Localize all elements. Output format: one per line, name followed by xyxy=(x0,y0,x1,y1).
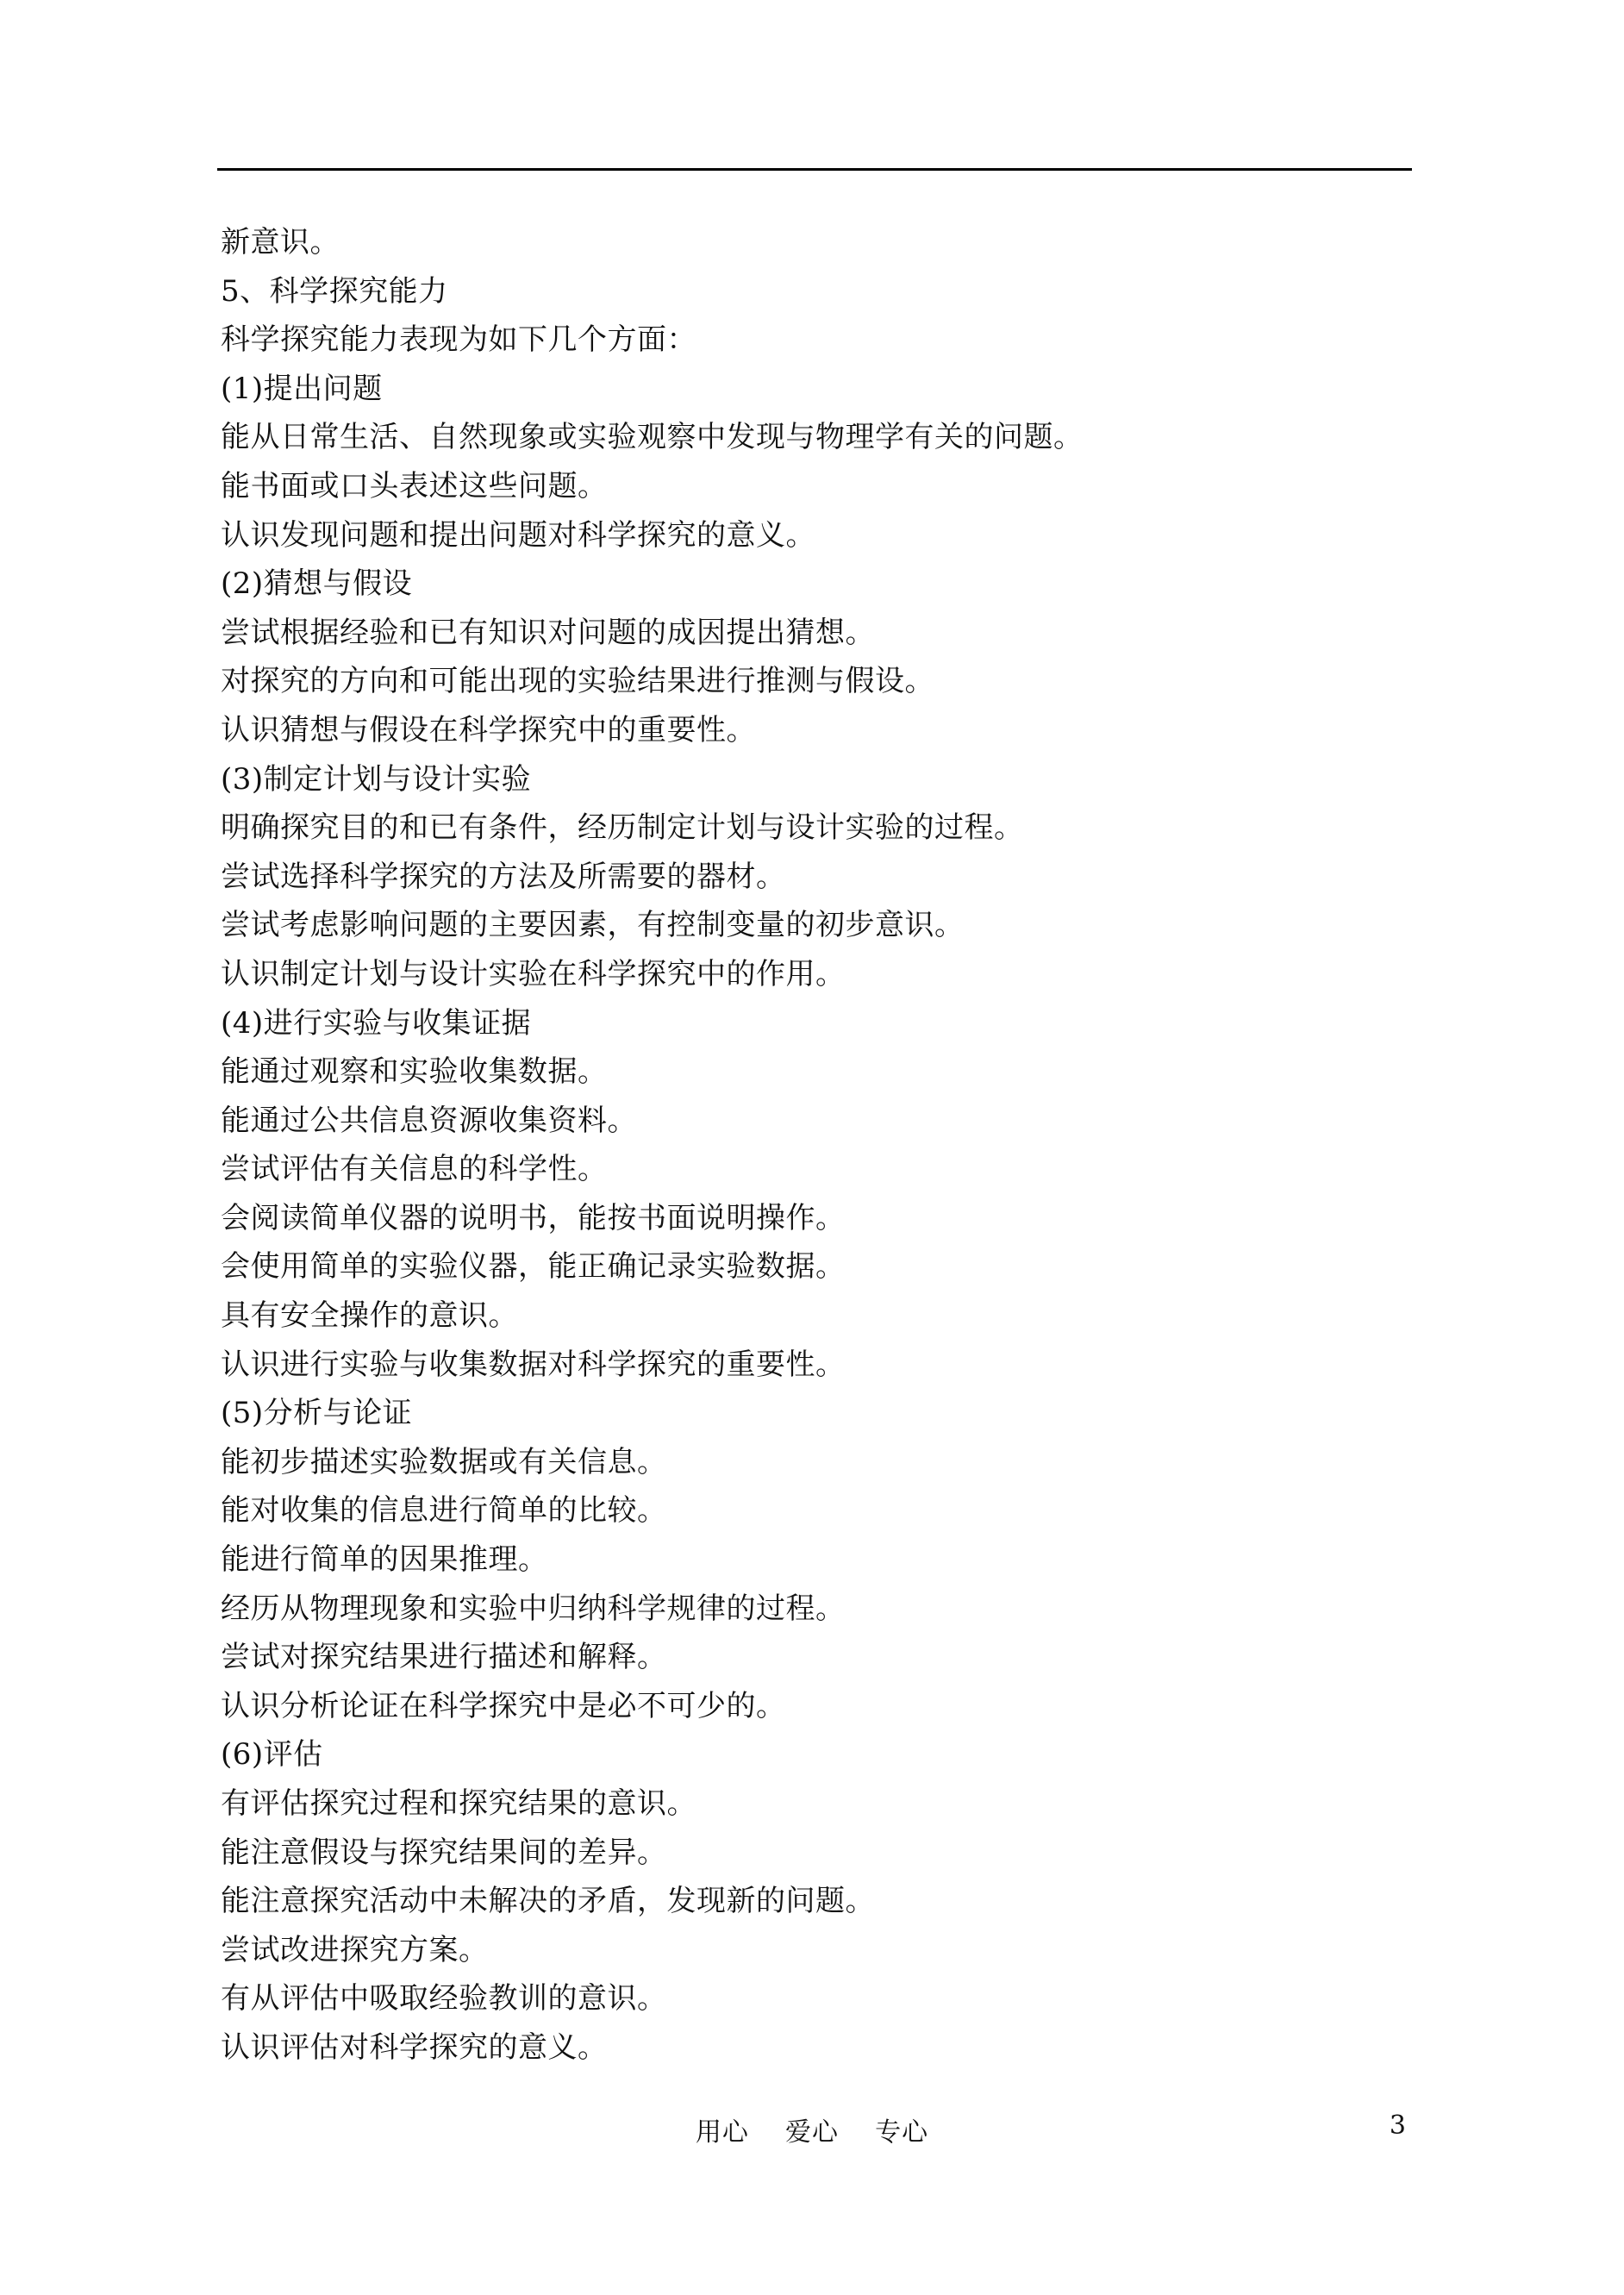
text-line: 尝试对探究结果进行描述和解释。 xyxy=(221,1640,667,1675)
text-line: (3)制定计划与设计实验 xyxy=(221,761,532,797)
header-rule xyxy=(217,168,1412,171)
text-line: 能对收集的信息进行简单的比较。 xyxy=(221,1493,667,1529)
text-line: (5)分析与论证 xyxy=(221,1396,413,1431)
text-line: 经历从物理现象和实验中归纳科学规律的过程。 xyxy=(221,1591,846,1626)
text-line: 尝试选择科学探究的方法及所需要的器材。 xyxy=(221,859,786,894)
text-line: 认识发现问题和提出问题对科学探究的意义。 xyxy=(221,517,815,553)
text-line: 认识评估对科学探究的意义。 xyxy=(221,2029,608,2065)
text-line: 新意识。 xyxy=(221,225,340,260)
text-line: 会使用简单的实验仪器，能正确记录实验数据。 xyxy=(221,1249,846,1285)
text-line: 认识制定计划与设计实验在科学探究中的作用。 xyxy=(221,956,846,991)
text-line: (4)进行实验与收集证据 xyxy=(221,1005,532,1041)
text-line: 明确探究目的和已有条件，经历制定计划与设计实验的过程。 xyxy=(221,810,1024,846)
text-line: 有评估探究过程和探究结果的意识。 xyxy=(221,1786,696,1821)
text-line: 具有安全操作的意识。 xyxy=(221,1298,518,1334)
text-line: 会阅读简单仪器的说明书，能按书面说明操作。 xyxy=(221,1200,846,1235)
text-line: 能注意假设与探究结果间的差异。 xyxy=(221,1835,667,1870)
text-line: (6)评估 xyxy=(221,1737,323,1773)
text-line: 能通过观察和实验收集数据。 xyxy=(221,1054,608,1090)
text-line: 5、科学探究能力 xyxy=(221,273,448,309)
text-line: 尝试改进探究方案。 xyxy=(221,1932,489,1967)
text-line: (2)猜想与假设 xyxy=(221,566,413,602)
text-line: 能注意探究活动中未解决的矛盾，发现新的问题。 xyxy=(221,1884,875,1919)
text-line: 能进行简单的因果推理。 xyxy=(221,1542,548,1578)
text-line: 认识分析论证在科学探究中是必不可少的。 xyxy=(221,1688,786,1723)
text-line: 尝试评估有关信息的科学性。 xyxy=(221,1152,608,1187)
text-line: 认识进行实验与收集数据对科学探究的重要性。 xyxy=(221,1347,846,1382)
text-line: 能书面或口头表述这些问题。 xyxy=(221,468,608,503)
text-line: 有从评估中吸取经验教训的意识。 xyxy=(221,1981,667,2017)
page-number: 3 xyxy=(1389,2111,1406,2141)
document-body xyxy=(221,218,1410,2073)
footer-motto: 用心 爱心 专心 xyxy=(695,2117,929,2148)
text-line: 能初步描述实验数据或有关信息。 xyxy=(221,1444,667,1479)
text-line: 认识猜想与假设在科学探究中的重要性。 xyxy=(221,712,756,747)
text-line: 能通过公共信息资源收集资料。 xyxy=(221,1103,637,1138)
text-line: (1)提出问题 xyxy=(221,371,383,406)
text-line: 科学探究能力表现为如下几个方面： xyxy=(221,322,696,358)
text-line: 能从日常生活、自然现象或实验观察中发现与物理学有关的问题。 xyxy=(221,420,1084,455)
text-line: 尝试考虑影响问题的主要因素，有控制变量的初步意识。 xyxy=(221,908,965,943)
text-line: 对探究的方向和可能出现的实验结果进行推测与假设。 xyxy=(221,664,934,699)
text-line: 尝试根据经验和已有知识对问题的成因提出猜想。 xyxy=(221,615,875,650)
